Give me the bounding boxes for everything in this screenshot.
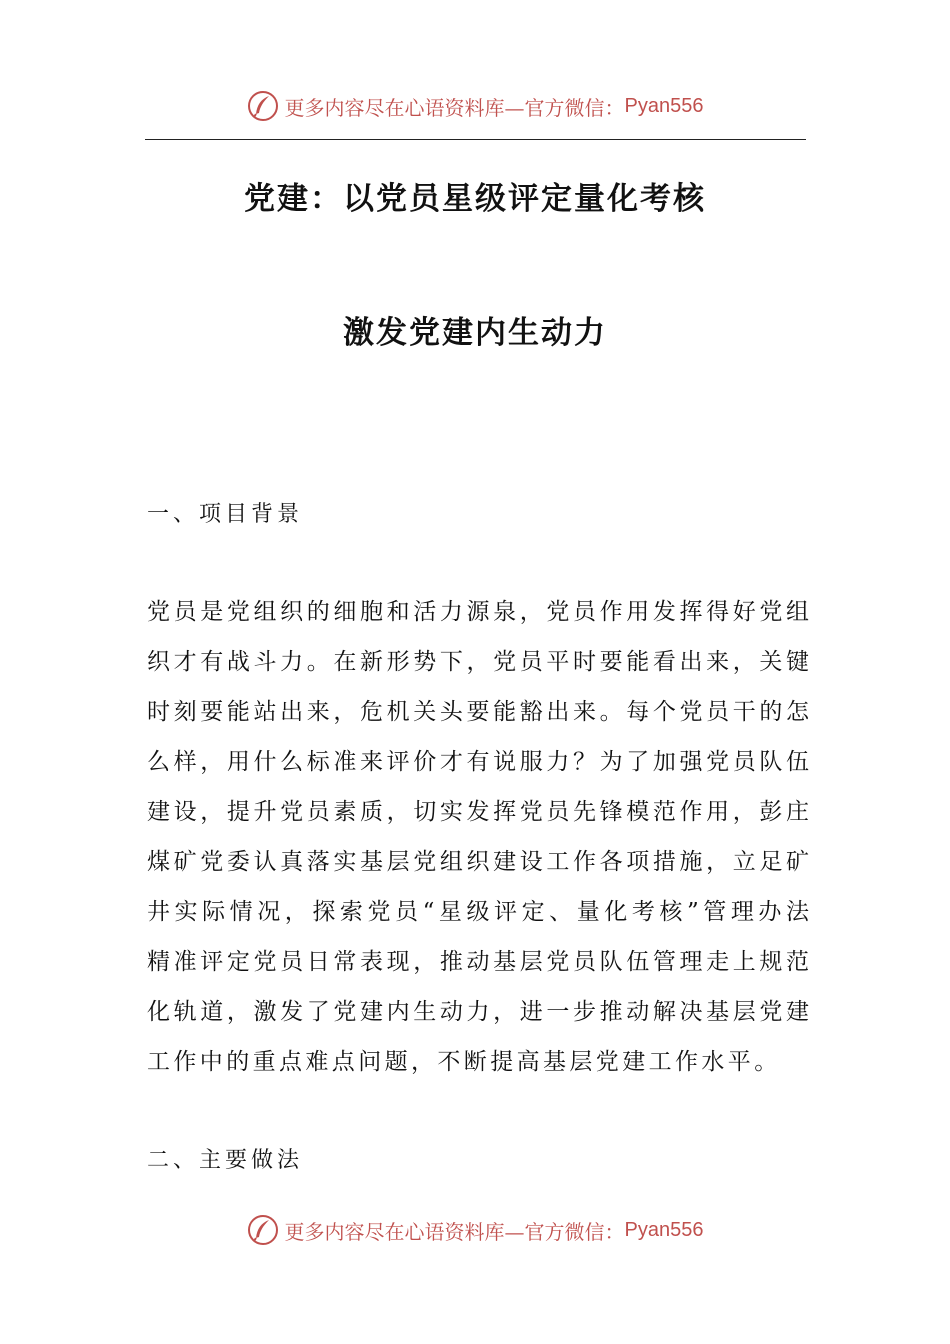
body-paragraph [147,587,809,1087]
quill-pen-icon [247,90,279,122]
paragraph-line: 党员是党组织的细胞和活力源泉，党员作用发挥得好党组 [147,599,809,625]
watermark-wechat-id: Pyan556 [624,94,704,117]
paragraph-line: 建设，提升党员素质，切实发挥党员先锋模范作用，彭庄 [147,799,809,825]
section-heading-background: 一、项目背景 [147,502,304,527]
header-watermark [0,84,950,128]
page-title-line1: 党建：以党员星级评定量化考核 [244,181,706,217]
watermark-text: 更多内容尽在心语资料库—官方微信： [284,1219,625,1244]
paragraph-line: 化轨道，激发了党建内生动力，进一步推动解决基层党建 [147,999,809,1025]
page-title-line2: 激发党建内生动力 [343,315,607,351]
paragraph-line: 织才有战斗力。在新形势下，党员平时要能看出来，关键 [147,649,809,675]
footer-watermark [0,1208,950,1252]
watermark-wechat-id: Pyan556 [624,1218,704,1241]
paragraph-line: 煤矿党委认真落实基层党组织建设工作各项措施，立足矿 [147,849,809,875]
header-divider [145,139,806,140]
section-heading-main-practices: 二、主要做法 [147,1148,304,1173]
paragraph-line: 工作中的重点难点问题，不断提高基层党建工作水平。 [147,1049,781,1075]
quill-pen-icon [247,1214,279,1246]
paragraph-line: 么样，用什么标准来评价才有说服力？为了加强党员队伍 [147,749,809,775]
watermark-text: 更多内容尽在心语资料库—官方微信： [284,95,625,120]
paragraph-line: 精准评定党员日常表现，推动基层党员队伍管理走上规范 [147,949,809,975]
paragraph-line: 时刻要能站出来，危机关头要能豁出来。每个党员干的怎 [147,699,809,725]
paragraph-line: 井实际情况，探索党员“星级评定、量化考核”管理办法 [147,899,809,925]
